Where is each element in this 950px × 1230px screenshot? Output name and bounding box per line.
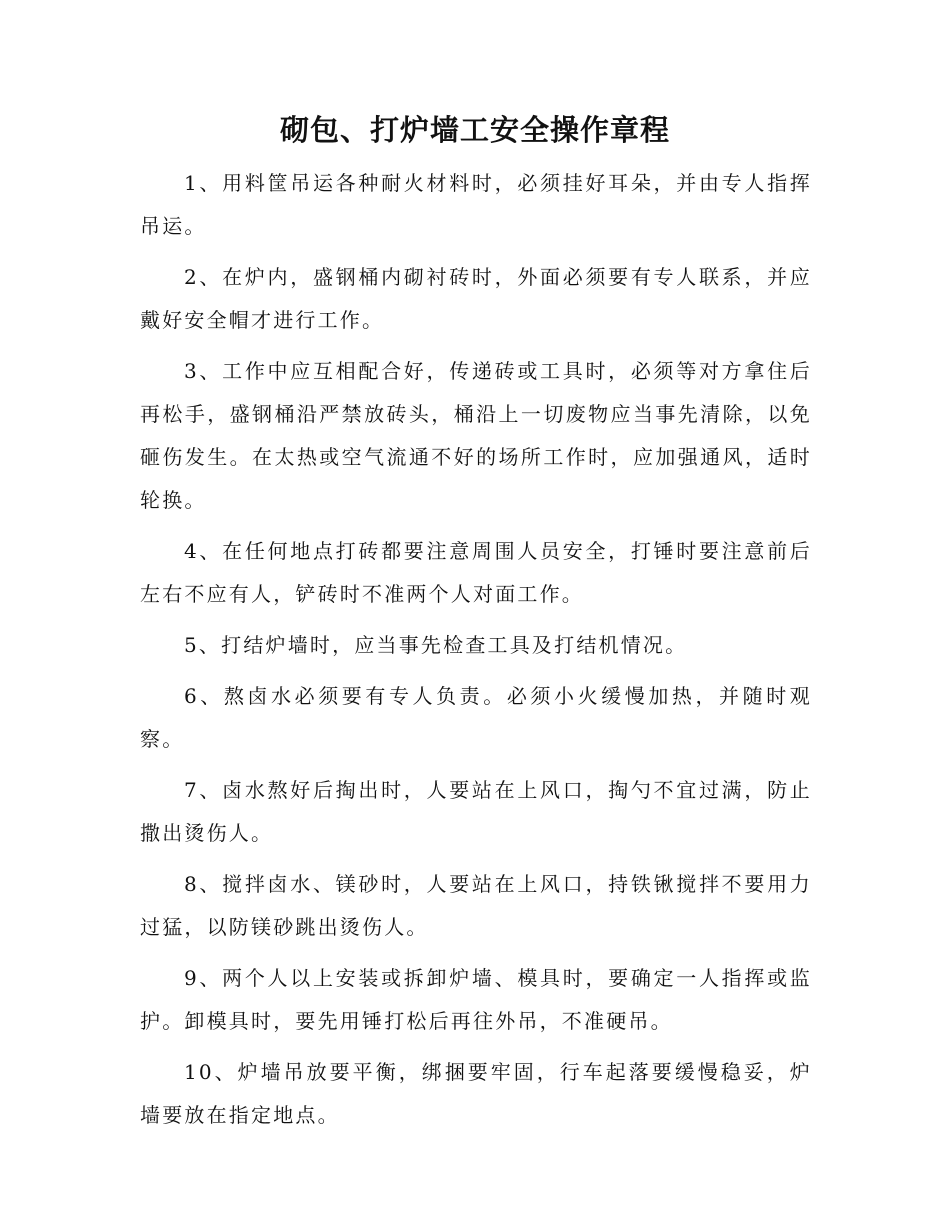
clause-6: 6、熬卤水必须要有专人负责。必须小火缓慢加热，并随时观察。 [140,684,812,751]
clause-1: 1、用料筐吊运各种耐火材料时，必须挂好耳朵，并由专人指挥吊运。 [140,171,812,238]
clause-8: 8、搅拌卤水、镁砂时，人要站在上风口，持铁锹搅拌不要用力过猛，以防镁砂跳出烫伤人。 [140,872,812,939]
clause-7: 7、卤水熬好后掏出时，人要站在上风口，掏勺不宜过满，防止撒出烫伤人。 [140,778,812,845]
clause-4: 4、在任何地点打砖都要注意周围人员安全，打锤时要注意前后左右不应有人，铲砖时不准两个人对面工作。 [140,539,812,606]
clause-5: 5、打结炉墙时，应当事先检查工具及打结机情况。 [184,633,688,657]
document-title: 砌包、打炉墙工安全操作章程 [279,113,670,147]
clause-list [140,162,812,1145]
clause-3: 3、工作中应互相配合好，传递砖或工具时，必须等对方拿住后再松手，盛钢桶沿严禁放砖头，桶沿上一切废物应当事先清除，以免砸伤发生。在太热或空气流通不好的场所工作时，应加强通风，适时轮换。 [140,359,812,512]
clause-10: 10、炉墙吊放要平衡，绑捆要牢固，行车起落要缓慢稳妥，炉墙要放在指定地点。 [140,1060,812,1127]
clause-9: 9、两个人以上安装或拆卸炉墙、模具时，要确定一人指挥或监护。卸模具时，要先用锤打松后再往外吊，不准硬吊。 [140,966,812,1033]
clause-2: 2、在炉内，盛钢桶内砌衬砖时，外面必须要有专人联系，并应戴好安全帽才进行工作。 [140,265,812,332]
